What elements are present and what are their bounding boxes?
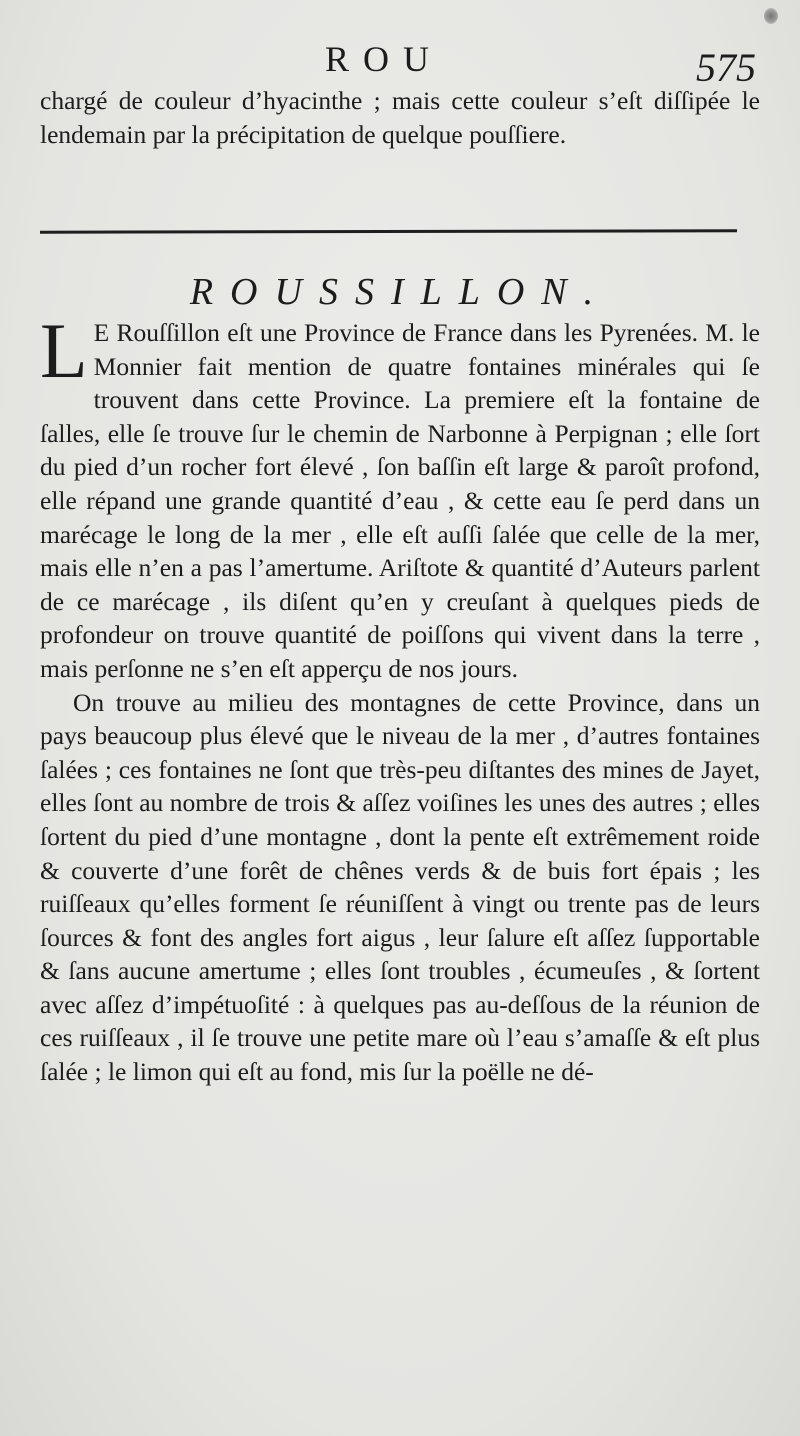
article-paragraph-2: On trouve au milieu des montagnes de cette Province, dans un pays beaucoup plus élevé que le niveau de la mer , d’autres fontaines ſalées ; ces fontaines ne ſont que très-peu diſtantes des mines de Jayet, elles ſont au nombre de trois & aſſez voiſines les unes des autres ; elles ſortent du pied d’une montagne , dont la pente eſt extrêmement roide & couverte d’une forêt de chênes verds & de buis fort épais ; les ruiſſeaux qu’elles forment ſe réuniſſent à vingt ou trente pas de leurs ſources & font des angles fort aigus , leur ſalure eſt aſſez ſupportable & ſans aucune amertume ; elles ſont troubles , écumeuſes , & ſortent avec aſſez d’impétuoſité : à quelques pas au-deſſous de la réunion de ces ruiſſeaux , il ſe trouve une petite mare où l’eau s’amaſſe & eſt plus ſalée ; le limon qui eſt au fond, mis ſur la poëlle ne dé- [40, 687, 760, 1087]
ink-smudge [764, 8, 778, 24]
article-title: ROUSSILLON. [189, 271, 611, 313]
article-paragraph-1-text: E Rouſſillon eſt une Province de France dans les Pyrenées. M. le Monnier fait mention de quatre fontaines minérales qui ſe trouvent dans cette Province. La premiere eſt la fontaine de ſalles, elle ſe trouve ſur le chemin de Narbonne à Perpignan ; elle ſort du pied d’un rocher fort élevé , ſon baſſin eſt large & paroît profond, elle répand une grande quantité d’eau , & cette eau ſe perd dans un marécage le long de la mer , elle eſt auſſi ſalée que celle de la mer, mais elle n’en a pas l’amertume. Ariſtote & quantité d’Auteurs parlent de ce marécage , ils diſent qu’en y creuſant à quelques pieds de profondeur on trouve quantité de poiſſons qui vivent dans la terre , mais perſonne ne s’en eſt apperçu de nos jours. [40, 318, 760, 683]
running-title: ROU [325, 39, 444, 79]
running-head [0, 36, 800, 90]
drop-cap: L [40, 307, 88, 394]
section-divider-rule [40, 229, 737, 233]
carry-over-paragraph: chargé de couleur d’hyacinthe ; mais cette couleur s’eſt diſſipée le lendemain par la précipitation de quelque pouſſiere. [40, 86, 760, 149]
article-paragraph-1 [40, 307, 760, 686]
carry-over-text [40, 84, 760, 151]
page-number: 575 [696, 45, 756, 90]
article-body [40, 307, 760, 1089]
